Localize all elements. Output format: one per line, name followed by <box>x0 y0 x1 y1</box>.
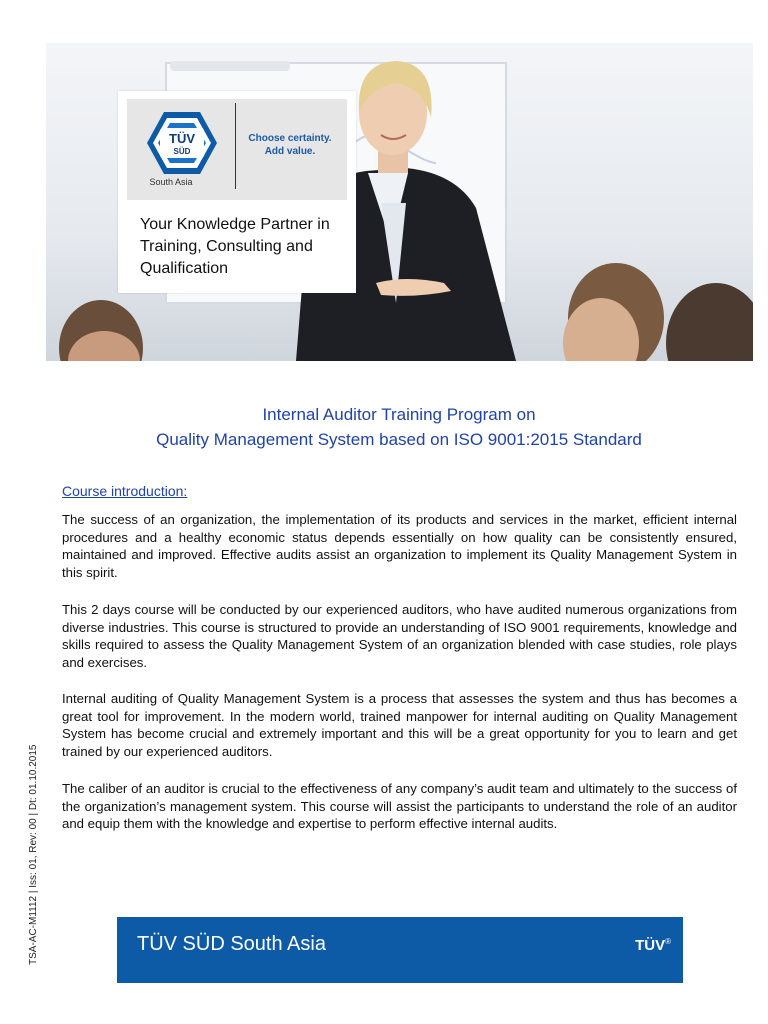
footer-banner <box>117 917 683 983</box>
hex-text-1: TÜV <box>169 131 195 146</box>
tagline-line-1: Choose certainty. <box>248 133 332 144</box>
logo-divider <box>235 103 236 189</box>
title-line-1: Internal Auditor Training Program on <box>262 405 536 424</box>
paragraph-4: The caliber of an auditor is crucial to the effectiveness of any company’s audit team and ultimately to the success of the organization’s management system. This course will assist the participants to understand the role of an auditor and equip them with the knowledge and expertise to perform effective internal audits. <box>62 781 737 831</box>
section-heading: Course introduction: <box>62 483 188 499</box>
logo-tagline <box>238 132 342 158</box>
tuv-sud-hexagon-logo <box>145 110 219 176</box>
logo-card <box>118 91 356 293</box>
registered-symbol: ® <box>665 937 671 946</box>
paragraph-1: The success of an organization, the implementation of its products and services in the market, efficient internal procedures and a healthy economic status depends essentially on how quality can be consistently ensured, maintained and improved. Effective audits assist an organization to implement its Quality Management System in this spirit. <box>62 512 737 580</box>
footer-mark-text: TÜV <box>635 937 666 954</box>
footer-brand: TÜV SÜD South Asia <box>137 933 326 955</box>
partner-statement: Your Knowledge Partner in Training, Consulting and Qualification <box>140 216 330 277</box>
hex-text-2: SÜD <box>173 147 191 156</box>
logo-region: South Asia <box>149 177 193 187</box>
page-title <box>60 402 738 452</box>
title-line-2: Quality Management System based on ISO 9001:2015 Standard <box>156 430 642 449</box>
document-code: TSA-AC-M1112 | Iss: 01, Rev: 00 | Dt: 01.10.2015 <box>28 744 39 965</box>
paragraph-3: Internal auditing of Quality Management System is a process that assesses the system and thus has becomes a great tool for improvement. In the modern world, trained manpower for internal auditing on Quality Management System has become crucial and extremely important and this will be a great opportunity for you to learn and get trained by our experienced auditors. <box>62 691 737 759</box>
tagline-line-2: Add value. <box>264 146 316 157</box>
footer-tuv-mark <box>635 937 671 954</box>
paragraph-2: This 2 days course will be conducted by our experienced auditors, who have audited numerous organizations from diverse industries. This course is structured to provide an understanding of ISO 9001 requirements, knowledge and skills required to assess the Quality Management System of an organization blended with case studies, role plays and exercises. <box>62 602 737 670</box>
